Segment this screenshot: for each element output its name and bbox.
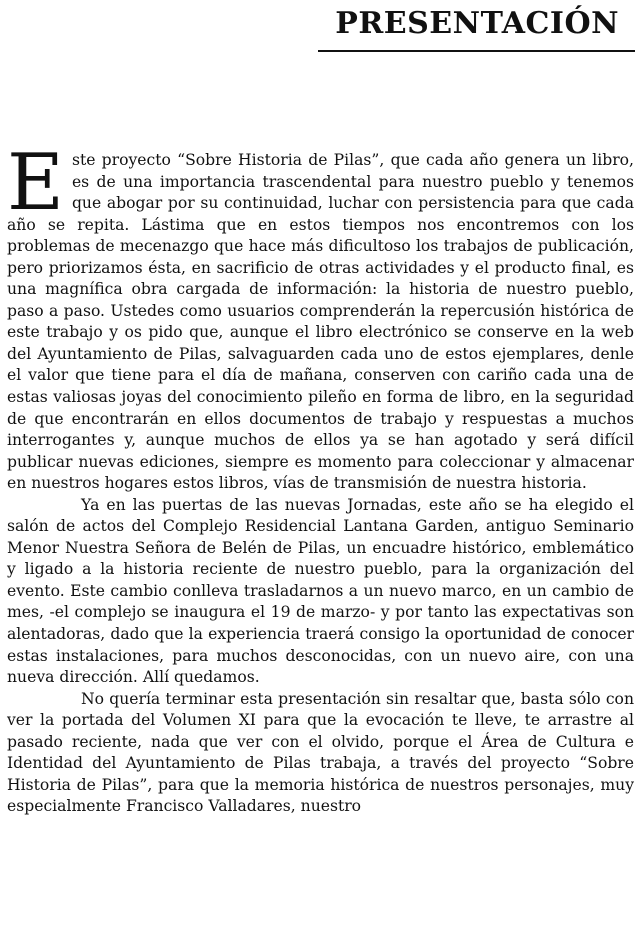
paragraph-2: Ya en las puertas de las nuevas Jornadas, este año se ha elegido el salón de actos del Complejo Residencial Lantana Garden, antiguo Seminario Menor Nuestra Señora de Belén de Pilas, un encuadre histórico, emblemático y ligado a la historia reciente de nuestro pueblo, para la organización del evento. Este cambio conlleva trasladarnos a un nuevo marco, en un cambio de mes, -el complejo se inaugura el 19 de marzo- y por tanto las expectativas son alentadoras, dado que la experiencia traerá consigo la oportunidad de conocer estas instalaciones, para muchos desconocidas, con un nuevo aire, con una nueva dirección. Allí quedamos. — [7, 495, 634, 687]
paragraph-3: No quería terminar esta presentación sin resaltar que, basta sólo con ver la portada del Volumen XI para que la evocación te lleve, te arrastre al pasado reciente, nada que ver con el olvido, porque el Área de Cultura e Identidad del Ayuntamiento de Pilas trabaja, a través del proyecto “Sobre Historia de Pilas”, para que la memoria histórica de nuestros personajes, muy especialmente Francisco Valladares, nuestro — [7, 689, 634, 816]
paragraph-1 — [7, 138, 634, 495]
drop-cap: E — [7, 138, 64, 228]
paragraph-1-text: ste proyecto “Sobre Historia de Pilas”, que cada año genera un libro, es de una importancia trascendental para nuestro pueblo y tenemos que abogar por su continuidad, luchar con persistencia para que cada año se repita. Lástima que en estos tiempos nos encontremos con los problemas de mecenazgo que hace más dificultoso los trabajos de publicación, pero priorizamos ésta, en sacrificio de otras actividades y el producto final, es una magnífica obra cargada de información: la historia de nuestro pueblo, paso a paso. Ustedes como usuarios comprenderán la repercusión histórica de este trabajo y os pido que, aunque el libro electrónico se conserve en la web del Ayuntamiento de Pilas, salvaguarden cada uno de estos ejemplares, denle el valor que tiene para el día de mañana, conserven con cariño cada una de estas valiosas joyas del conocimiento pileño en forma de libro, en la seguridad de que encontrarán en ellos documentos de trabajo y respuestas a muchos interrogantes y, aunque muchos de ellos ya se han agotado y será difícil publicar nuevas ediciones, siempre es momento para coleccionar y almacenar en nuestros hogares estos libros, vías de transmisión de nuestra historia. — [7, 151, 634, 493]
page-title: PRESENTACIÓN — [335, 6, 619, 41]
presentation-body — [7, 138, 634, 818]
title-underline — [318, 50, 635, 52]
